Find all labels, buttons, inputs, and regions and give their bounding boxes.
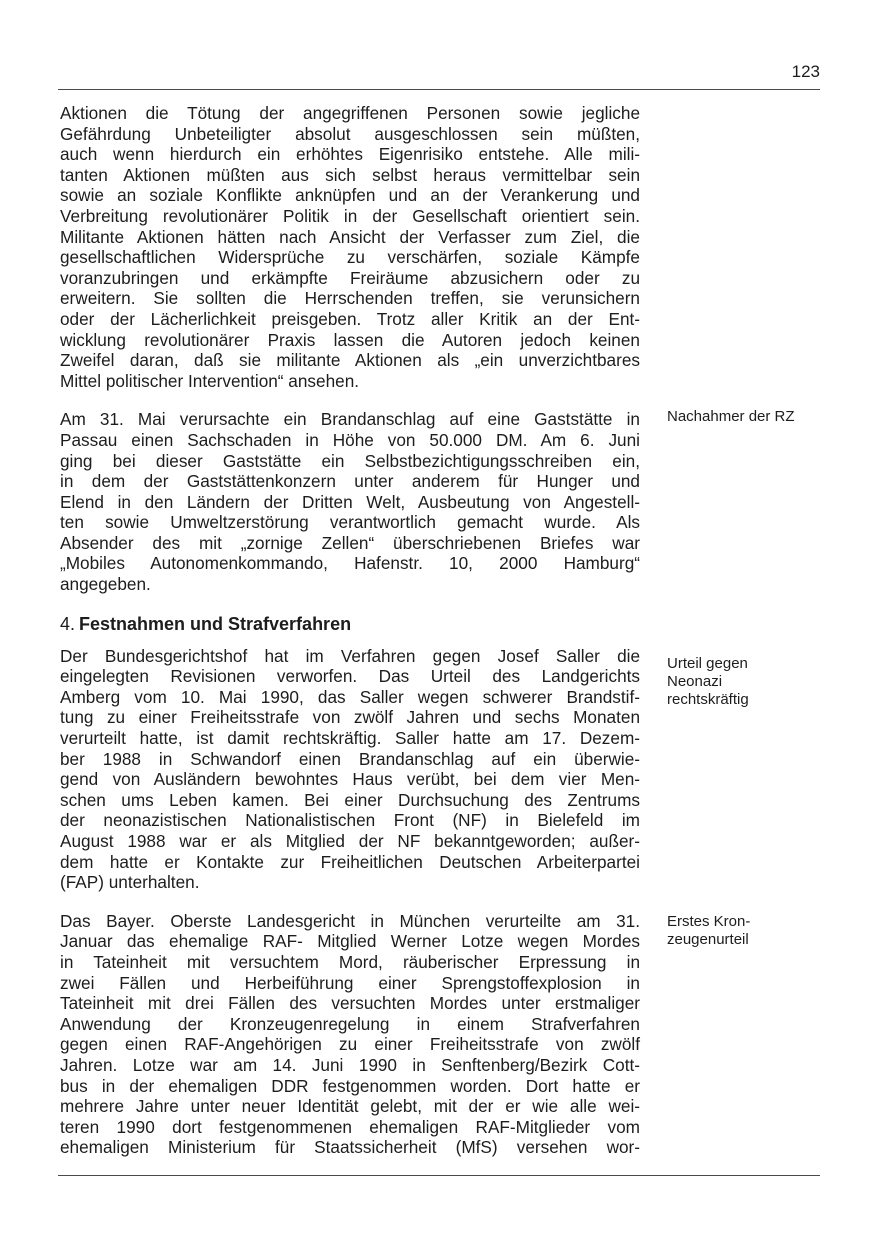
section-heading: [60, 613, 640, 635]
text-line: mehrere Jahre unter neuer Identität gelebt, mit der er wie alle wei-: [60, 1096, 640, 1117]
text-line: Januar das ehemalige RAF- Mitglied Werner Lotze wegen Mordes: [60, 931, 640, 952]
text-line: angegeben.: [60, 574, 151, 595]
text-line: ehemaligen Ministerium für Staatssicherheit (MfS) versehen wor-: [60, 1137, 640, 1158]
text-line: (FAP) unterhalten.: [60, 872, 200, 893]
text-line: August 1988 war er als Mitglied der NF bekanntgeworden; außer-: [60, 831, 640, 851]
text-line: Aktionen die Tötung der angegriffenen Personen sowie jegliche: [60, 103, 640, 123]
text-line: Amberg vom 10. Mai 1990, das Saller wegen schwerer Brandstif-: [60, 686, 640, 707]
text-line: „Mobiles Autonomenkommando, Hafenstr. 10, 2000 Hamburg“: [60, 553, 640, 574]
text-line: in Tateinheit mit versuchtem Mord, räuberischer Erpressung in: [60, 951, 640, 972]
text-line: oder der Lächerlichkeit preisgeben. Trotz aller Kritik an der Ent-: [60, 308, 640, 329]
text-line: voranzubringen und erkämpfte Freiräume abzusichern oder zu: [60, 267, 640, 288]
text-line: verurteilt hatte, ist damit rechtskräftig. Saller hatte am 17. Dezem-: [60, 728, 640, 749]
paragraph-lotze-verdict: [60, 911, 640, 1158]
text-line: ber 1988 in Schwandorf einen Brandanschlag auf ein überwie-: [60, 748, 640, 769]
text-line: tung zu einer Freiheitsstrafe von zwölf Jahren und sechs Monaten: [60, 707, 640, 728]
text-line: Das Bayer. Oberste Landesgericht in München verurteilte am 31.: [60, 910, 640, 931]
paragraph-saller-verdict: [60, 646, 640, 893]
header-rule: [58, 89, 820, 90]
text-line: in dem der Gaststättenkonzern unter anderem für Hunger und: [60, 471, 640, 492]
text-line: Gefährdung Unbeteiligter absolut ausgeschlossen sein müßten,: [60, 123, 640, 144]
main-column: [60, 103, 640, 1176]
margin-note-urteil: [667, 655, 827, 709]
text-line: gegen einen RAF-Angehörigen zu einer Freiheitsstrafe von zwölf: [60, 1034, 640, 1055]
text-line: sowie an soziale Konflikte anknüpfen und an der Verankerung und: [60, 185, 640, 206]
margin-note-line: Erstes Kron-: [667, 913, 751, 930]
text-line: teren 1990 dort festgenommenen ehemaligen RAF-Mitglieder vom: [60, 1116, 640, 1137]
text-line: gesellschaftlichen Widersprüche zu verschärfen, soziale Kämpfe: [60, 247, 640, 268]
text-line: Zweifel daran, daß sie militante Aktionen als „ein unverzichtbares: [60, 350, 640, 371]
footer-rule: [58, 1175, 820, 1176]
margin-note-line: Neonazi: [667, 673, 723, 690]
paragraph-militant-actions: [60, 103, 640, 391]
text-line: zwei Fällen und Herbeiführung einer Sprengstoffexplosion in: [60, 972, 640, 993]
section-title: Festnahmen und Strafverfahren: [79, 613, 352, 634]
text-line: gend von Ausländern bewohntes Haus verübt, bei dem vier Men-: [60, 769, 640, 790]
text-line: Absender des mit „zornige Zellen“ überschriebenen Briefes war: [60, 532, 640, 553]
text-line: Anwendung der Kronzeugenregelung in einem Strafverfahren: [60, 1013, 640, 1034]
text-line: Der Bundesgerichtshof hat im Verfahren gegen Josef Saller die: [60, 645, 640, 666]
text-line: Passau einen Sachschaden in Höhe von 50.000 DM. Am 6. Juni: [60, 429, 640, 450]
margin-note-nachahmer: [667, 408, 827, 426]
margin-note-line: rechtskräftig: [667, 691, 749, 708]
page-number: 123: [791, 62, 820, 81]
text-line: schen ums Leben kamen. Bei einer Durchsuchung des Zentrums: [60, 789, 640, 810]
text-line: Mittel politischer Intervention“ ansehen.: [60, 370, 360, 391]
text-line: tanten Aktionen müßten aus sich selbst heraus vermittelbar sein: [60, 164, 640, 185]
margin-note-line: Nachahmer der RZ: [667, 408, 795, 425]
text-line: ten sowie Umweltzerstörung verantwortlich gemacht wurde. Als: [60, 512, 640, 533]
text-line: Am 31. Mai verursachte ein Brandanschlag auf eine Gaststätte in: [60, 409, 640, 430]
text-line: eingelegten Revisionen verworfen. Das Urteil des Landgerichts: [60, 666, 640, 687]
section-number: 4.: [60, 613, 76, 634]
text-line: erweitern. Sie sollten die Herrschenden treffen, sie verunsichern: [60, 288, 640, 309]
text-line: ging bei dieser Gaststätte ein Selbstbezichtigungsschreiben ein,: [60, 450, 640, 471]
text-line: bus in der ehemaligen DDR festgenommen worden. Dort hatte er: [60, 1075, 640, 1096]
margin-note-line: zeugenurteil: [667, 931, 749, 948]
text-line: Militante Aktionen hätten nach Ansicht der Verfasser zum Ziel, die: [60, 226, 640, 247]
paragraph-passau-arson: [60, 409, 640, 594]
text-line: Elend in den Ländern der Dritten Welt, Ausbeutung von Angestell-: [60, 491, 640, 512]
text-line: der neonazistischen Nationalistischen Front (NF) in Bielefeld im: [60, 810, 640, 831]
text-line: auch wenn hierdurch ein erhöhtes Eigenrisiko entstehe. Alle mili-: [60, 144, 640, 165]
text-line: wicklung revolutionärer Praxis lassen die Autoren jedoch keinen: [60, 329, 640, 350]
margin-note-kronzeuge: [667, 913, 827, 949]
text-line: Jahren. Lotze war am 14. Juni 1990 in Senftenberg/Bezirk Cott-: [60, 1054, 640, 1075]
text-line: Verbreitung revolutionärer Politik in der Gesellschaft orientiert sein.: [60, 205, 640, 226]
margin-note-line: Urteil gegen: [667, 655, 748, 672]
text-line: dem hatte er Kontakte zur Freiheitlichen Deutschen Arbeiterpartei: [60, 851, 640, 872]
text-line: Tateinheit mit drei Fällen des versuchten Mordes unter erstmaliger: [60, 993, 640, 1014]
